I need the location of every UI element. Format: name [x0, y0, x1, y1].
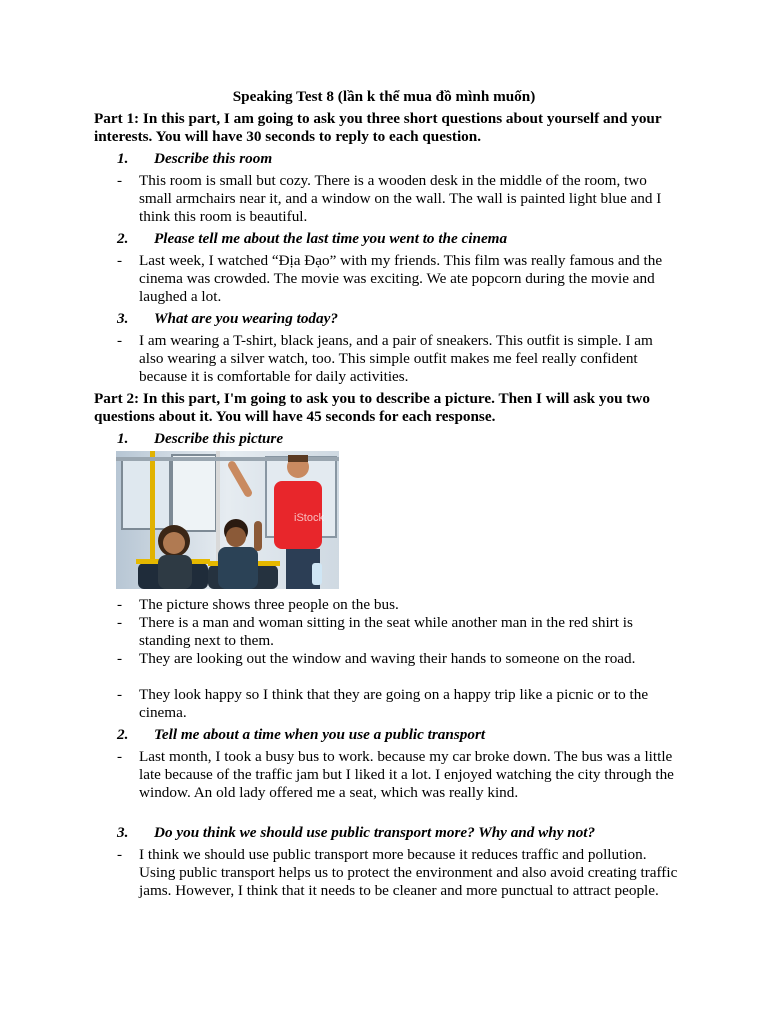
question-text: Do you think we should use public transport more? Why and why not?: [154, 824, 596, 841]
answer-text: There is a man and woman sitting in the seat while another man in the red shirt is standing next to them.: [139, 614, 633, 649]
bullet-dash: -: [117, 332, 123, 349]
answer-text: This room is small but cozy. There is a wooden desk in the middle of the room, two small armchairs near it, and a window on the wall. The wall is painted light blue and I think this room is beautiful.: [139, 172, 662, 225]
question-number: 1.: [117, 430, 129, 447]
part1-question-1: [117, 150, 717, 168]
question-text: Please tell me about the last time you went to the cinema: [154, 230, 508, 247]
part1-intro: Part 1: In this part, I am going to ask you three short questions about yourself and your interests. You will have 30 seconds to reply to each question.: [94, 110, 662, 145]
question-number: 2.: [117, 726, 129, 743]
question-text: Describe this room: [154, 150, 273, 167]
answer-text: Last week, I watched “Địa Đạo” with my friends. This film was really famous and the cinema was crowded. The movie was exciting. We ate popcorn during the movie and laughed a lot.: [139, 252, 663, 305]
answer-text: The picture shows three people on the bus.: [139, 596, 399, 613]
question-number: 3.: [117, 310, 129, 327]
question-text: Describe this picture: [154, 430, 284, 447]
photo-watermark: iStock: [294, 512, 324, 524]
bullet-dash: -: [117, 650, 123, 667]
question-number: 3.: [117, 824, 129, 841]
answer-text: They look happy so I think that they are going on a happy trip like a picnic or to the cinema.: [139, 686, 649, 721]
bullet-dash: -: [117, 252, 123, 269]
bullet-dash: -: [117, 748, 123, 765]
part2-question-1: [117, 430, 717, 448]
answer-text: I think we should use public transport more because it reduces traffic and pollution. Using public transport helps us to protect the environment and also avoid creating traffic jams. However, I think that it needs to be cleaner and more punctual to attract people.: [139, 846, 678, 899]
bullet-dash: -: [117, 596, 123, 613]
part2-intro: Part 2: In this part, I'm going to ask you to describe a picture. Then I will ask you two questions about it. You will have 45 seconds for each response.: [94, 390, 650, 425]
part2-question-3: [117, 824, 717, 842]
answer-text: I am wearing a T-shirt, black jeans, and a pair of sneakers. This outfit is simple. I am also wearing a silver watch, too. This simple outfit makes me feel really confident because it is comfortable for daily activities.: [139, 332, 653, 385]
bullet-dash: -: [117, 614, 123, 631]
part2-question-2: [117, 726, 717, 744]
answer-text: They are looking out the window and waving their hands to someone on the road.: [139, 650, 636, 667]
question-text: What are you wearing today?: [154, 310, 338, 327]
bullet-dash: -: [117, 846, 123, 863]
question-text: Tell me about a time when you use a public transport: [154, 726, 486, 743]
bus-photo: [116, 451, 339, 589]
part1-question-3: [117, 310, 717, 328]
document-title: Speaking Test 8 (lần k thể mua đồ mình muốn): [232, 88, 536, 105]
answer-text: Last month, I took a busy bus to work. because my car broke down. The bus was a little late because of the traffic jam but I liked it a lot. I enjoyed watching the city through the window. An old lady offered me a seat, which was really kind.: [139, 748, 674, 801]
bullet-dash: -: [117, 172, 123, 189]
question-number: 2.: [117, 230, 129, 247]
question-number: 1.: [117, 150, 129, 167]
bullet-dash: -: [117, 686, 123, 703]
part1-question-2: [117, 230, 717, 248]
